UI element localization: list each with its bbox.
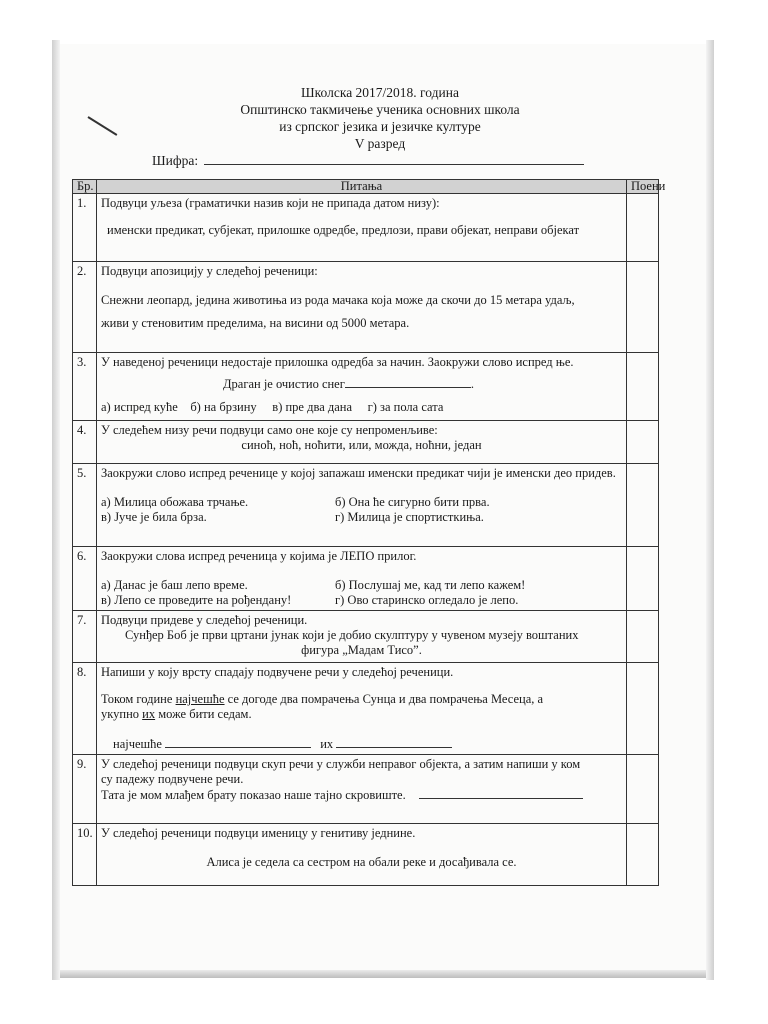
answer-blank[interactable] (345, 376, 471, 388)
questions-table (72, 179, 666, 886)
question-number: 7. (73, 611, 97, 663)
option-a[interactable]: а) Данас је баш лепо време. (101, 578, 248, 592)
table-row (73, 547, 659, 611)
points-cell[interactable] (627, 611, 659, 663)
header-points: Поени (627, 180, 659, 194)
answer-blank[interactable] (419, 787, 583, 799)
question-number: 6. (73, 547, 97, 611)
scan-edge-left (52, 40, 60, 980)
question-number: 10. (73, 824, 97, 886)
option-c[interactable]: в) Јуче је била брза. (101, 510, 207, 524)
question-prompt: У следећој реченици подвуци скуп речи у служби неправог објекта, а затим напиши у ком (101, 757, 581, 771)
competition-title: Општинско такмичење ученика основних школа (240, 102, 520, 117)
question-body[interactable]: Алиса је седела са сестром на обали реке и досађивала се. (206, 855, 517, 869)
table-header-row (73, 180, 659, 194)
points-cell[interactable] (627, 663, 659, 755)
table-row (73, 421, 659, 464)
points-cell[interactable] (627, 755, 659, 824)
question-prompt: Заокружи слово испред реченице у којој запажаш именски предикат чији је именски део придев. (101, 466, 616, 480)
question-options[interactable]: а) испред куће б) на брзину в) пре два дана г) за пола сата (101, 400, 444, 414)
question-prompt: Подвуци апозицију у следећој реченици: (101, 264, 318, 278)
question-prompt: Подвуци уљеза (граматички назив који не припада датом низу): (101, 196, 440, 210)
table-row (73, 464, 659, 547)
option-d[interactable]: г) Ово старинско огледало је лепо. (335, 593, 519, 607)
underlined-word: их (142, 707, 156, 721)
question-number: 3. (73, 353, 97, 421)
answer-label: најчешће (113, 737, 162, 751)
question-number: 1. (73, 194, 97, 262)
question-prompt: У наведеној реченици недостаје прилошка одредба за начин. Заокружи слово испред ње. (101, 355, 574, 369)
option-c[interactable]: в) Лепо се проведите на рођендану! (101, 593, 292, 607)
question-body-line2[interactable]: фигура „Мадам Тисо”. (301, 643, 422, 657)
table-row (73, 755, 659, 824)
code-label: Шифра: (152, 153, 199, 168)
table-row (73, 194, 659, 262)
option-a[interactable]: а) Милица обожава трчање. (101, 495, 249, 509)
question-body[interactable]: именски предикат, субјекат, прилошке одредбе, предлози, прави објекат, неправи објекат (107, 223, 580, 237)
answer-blank[interactable] (336, 736, 452, 748)
question-prompt: Напиши у коју врсту спадају подвучене речи у следећој реченици. (101, 665, 454, 679)
question-body[interactable]: Тата је мом млађем брату показао наше тајно скровиште. (101, 788, 406, 802)
underlined-word: најчешће (175, 692, 225, 706)
option-d[interactable]: г) Милица је спортисткиња. (335, 510, 484, 524)
code-field (152, 152, 592, 169)
question-sentence: Драган је очистио снег (223, 377, 345, 391)
points-cell[interactable] (627, 464, 659, 547)
scan-edge-right (706, 40, 714, 980)
answer-blank[interactable] (165, 736, 311, 748)
table-row (73, 611, 659, 663)
subject-title: из српског језика и језичке културе (279, 119, 481, 134)
table-row (73, 262, 659, 353)
question-prompt: У следећем низу речи подвуци само оне које су непроменљиве: (101, 423, 438, 437)
grade-title: V разред (354, 136, 406, 151)
question-body-line1[interactable]: Снежни леопард, једина животиња из рода мачака која може да скочи до 15 метара удаљ, (101, 293, 575, 307)
points-cell[interactable] (627, 824, 659, 886)
question-number: 9. (73, 755, 97, 824)
question-prompt: Подвуци придеве у следећој реченици. (101, 613, 308, 627)
points-cell[interactable] (627, 262, 659, 353)
header-questions: Питања (97, 180, 627, 194)
question-body-line2[interactable]: живи у стеновитим пределима, на висини од 5000 метара. (101, 316, 410, 330)
table-row (73, 824, 659, 886)
points-cell[interactable] (627, 194, 659, 262)
points-cell[interactable] (627, 353, 659, 421)
question-prompt-line2: су падежу подвучене речи. (101, 772, 244, 786)
option-b[interactable]: б) Послушај ме, кад ти лепо кажем! (335, 578, 526, 592)
question-body[interactable]: синоћ, ноћ, ноћити, или, можда, ноћни, један (241, 438, 482, 452)
question-prompt: У следећој реченици подвуци именицу у генитиву једнине. (101, 826, 416, 840)
answer-label: их (320, 737, 334, 751)
question-body-line1[interactable]: Сунђер Боб је први цртани јунак који је добио скулптуру у чувеном музеју воштаних (125, 628, 579, 642)
points-cell[interactable] (627, 421, 659, 464)
table-row: 8. Напиши у коју врсту спадају подвучене речи у следећој реченици. Током године најчешће се догоде два помрачења Сунца и два помрачења Месеца, а укупно их може бити седам. најчешће их (73, 663, 659, 755)
points-cell[interactable] (627, 547, 659, 611)
question-number: 5. (73, 464, 97, 547)
document-header (100, 84, 660, 152)
question-number: 2. (73, 262, 97, 353)
table-row: 3. У наведеној реченици недостаје прилошка одредба за начин. Заокружи слово испред ње. Драган је очистио снег . а) испред куће б) на брзину в) пре два дана г) за пола сата (73, 353, 659, 421)
code-input-line[interactable] (204, 152, 584, 165)
header-number: Бр. (73, 180, 97, 194)
school-year: Школска 2017/2018. година (301, 85, 459, 100)
question-number: 8. (73, 663, 97, 755)
option-b[interactable]: б) Она ће сигурно бити прва. (335, 495, 490, 509)
question-number: 4. (73, 421, 97, 464)
question-prompt: Заокружи слова испред реченица у којима је ЛЕПО прилог. (101, 549, 417, 563)
